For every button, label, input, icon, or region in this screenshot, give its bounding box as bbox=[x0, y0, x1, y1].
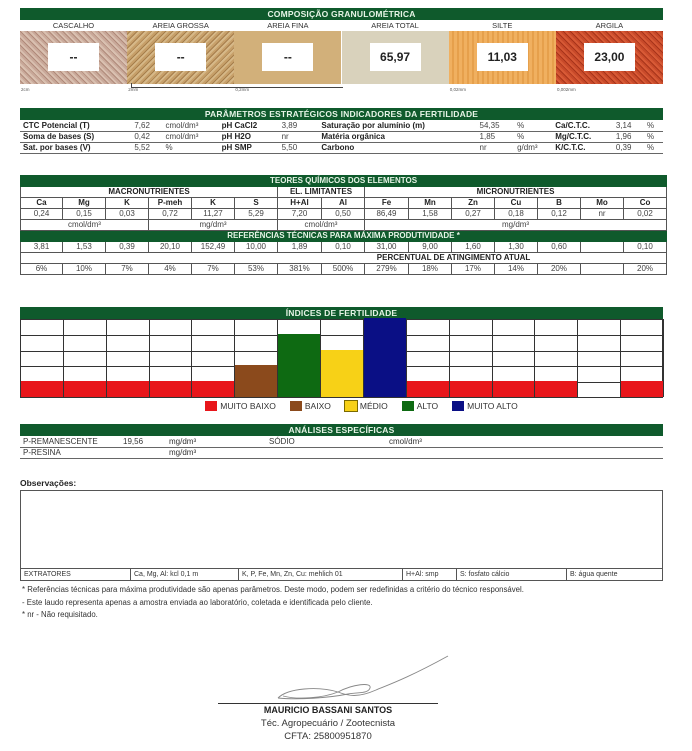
chart-bar bbox=[64, 381, 106, 397]
chart-column-s bbox=[235, 319, 278, 397]
grid-cell bbox=[107, 351, 149, 367]
footnotes bbox=[22, 584, 682, 622]
scale-label: 0,02mm bbox=[449, 87, 467, 92]
grid-cell bbox=[493, 351, 535, 367]
parameter-label: pH SMP bbox=[219, 142, 279, 153]
legend-swatch bbox=[402, 401, 414, 411]
extractor-cell: EXTRATORES bbox=[21, 569, 131, 580]
percentage-value: 7% bbox=[192, 264, 235, 275]
legend-item bbox=[345, 401, 388, 411]
grid-cell bbox=[535, 319, 577, 335]
grid-cell bbox=[150, 335, 192, 351]
unit-cell: mg/dm³ bbox=[149, 220, 278, 231]
grid-cell bbox=[107, 366, 149, 382]
grid-cell bbox=[150, 351, 192, 367]
percentage-value: 14% bbox=[495, 264, 538, 275]
parameter-value: 3,89 bbox=[279, 120, 310, 131]
grid-cell bbox=[21, 351, 63, 367]
chart-legend bbox=[20, 401, 663, 411]
observations-section bbox=[20, 478, 663, 581]
element-value: nr bbox=[581, 209, 624, 220]
grid-cell bbox=[621, 319, 663, 335]
analysis-label: P-REMANESCENTE bbox=[20, 436, 120, 447]
element-header: Ca bbox=[21, 198, 63, 209]
sample-cascalho bbox=[20, 21, 127, 92]
grid-cell bbox=[578, 319, 620, 335]
element-header: Fe bbox=[365, 198, 409, 209]
elements-header-row bbox=[21, 198, 667, 209]
chart-column-al bbox=[321, 319, 364, 397]
percentage-value: 4% bbox=[149, 264, 192, 275]
parameter-label: pH CaCl2 bbox=[219, 120, 279, 131]
parameter-value: 7,62 bbox=[131, 120, 162, 131]
parameter-label: Mg/C.T.C. bbox=[552, 131, 613, 142]
soil-texture-image bbox=[342, 31, 449, 84]
grid-cell bbox=[192, 335, 234, 351]
chart-bar bbox=[150, 381, 192, 397]
sample-silte bbox=[449, 21, 556, 92]
grid-cell bbox=[192, 351, 234, 367]
element-header: Co bbox=[624, 198, 667, 209]
grid-cell bbox=[64, 366, 106, 382]
chart-column-pmeh bbox=[150, 319, 193, 397]
chart-bar bbox=[235, 365, 277, 397]
element-value: 0,27 bbox=[452, 209, 495, 220]
element-value: 7,20 bbox=[278, 209, 322, 220]
grid-cell bbox=[235, 319, 277, 335]
analysis-value: 19,56 bbox=[120, 436, 166, 447]
reference-value: 152,49 bbox=[192, 242, 235, 253]
grid-cell bbox=[235, 335, 277, 351]
references-row bbox=[21, 242, 667, 253]
parameter-unit: cmol/dm³ bbox=[162, 131, 218, 142]
fertility-index-chart bbox=[20, 307, 663, 411]
grid-cell bbox=[450, 366, 492, 382]
extractor-cell: S: fosfato cálcio bbox=[457, 569, 567, 580]
grid-cell bbox=[621, 366, 663, 382]
legend-swatch bbox=[452, 401, 464, 411]
chart-column-k bbox=[192, 319, 235, 397]
chart-bar bbox=[21, 381, 63, 397]
grid-cell bbox=[192, 319, 234, 335]
analysis-unit: mg/dm³ bbox=[166, 436, 266, 447]
reference-value: 10,00 bbox=[235, 242, 278, 253]
reference-value bbox=[581, 242, 624, 253]
parameter-unit bbox=[310, 120, 319, 131]
element-value: 0,03 bbox=[106, 209, 149, 220]
scale-label: 2mm bbox=[128, 87, 139, 92]
soil-texture-image bbox=[556, 31, 663, 92]
parameter-label: Saturação por alumínio (m) bbox=[318, 120, 476, 131]
grid-cell bbox=[278, 319, 320, 335]
element-header: P-meh bbox=[149, 198, 192, 209]
analysis-value bbox=[120, 447, 166, 458]
reference-value: 31,00 bbox=[365, 242, 409, 253]
grid-cell bbox=[450, 319, 492, 335]
grid-cell bbox=[21, 319, 63, 335]
parameter-value: 3,14 bbox=[613, 120, 644, 131]
analysis-unit: mg/dm³ bbox=[166, 447, 266, 458]
legend-swatch bbox=[290, 401, 302, 411]
signer-registration: CFTA: 25800951870 bbox=[284, 731, 372, 742]
parameter-value: 1,96 bbox=[613, 131, 644, 142]
element-header: H+Al bbox=[278, 198, 322, 209]
parameters-section bbox=[20, 108, 663, 154]
grid-cell bbox=[321, 319, 363, 335]
chart-bar bbox=[450, 381, 492, 397]
grid-cell bbox=[321, 335, 363, 351]
sample-label: AREIA FINA bbox=[267, 21, 309, 30]
element-value: 0,72 bbox=[149, 209, 192, 220]
soil-texture-image bbox=[127, 31, 234, 92]
reference-value: 0,60 bbox=[538, 242, 581, 253]
grid-cell bbox=[578, 335, 620, 351]
chemical-content-table bbox=[20, 175, 667, 275]
element-header: K bbox=[106, 198, 149, 209]
reference-value: 1,60 bbox=[452, 242, 495, 253]
grid-cell bbox=[21, 366, 63, 382]
element-value: 5,29 bbox=[235, 209, 278, 220]
unit-cell: mg/dm³ bbox=[365, 220, 667, 231]
percentage-value: 6% bbox=[21, 264, 63, 275]
chart-column-cu bbox=[493, 319, 536, 397]
grid-cell bbox=[578, 351, 620, 367]
grid-cell bbox=[621, 351, 663, 367]
sample-value: -- bbox=[262, 43, 313, 71]
reference-value: 0,39 bbox=[106, 242, 149, 253]
parameter-unit: % bbox=[162, 142, 218, 153]
sample-label: AREIA TOTAL bbox=[371, 21, 419, 30]
analysis-label: SÓDIO bbox=[266, 436, 366, 447]
chart-bar bbox=[321, 350, 363, 397]
grid-cell bbox=[407, 319, 449, 335]
specific-analyses-table bbox=[20, 436, 663, 459]
reference-value: 1,89 bbox=[278, 242, 322, 253]
chart-bar bbox=[192, 381, 234, 397]
percentages-row bbox=[21, 264, 667, 275]
sample-argila bbox=[556, 21, 663, 92]
grid-cell bbox=[621, 335, 663, 351]
parameter-unit: % bbox=[644, 120, 663, 131]
parameter-unit bbox=[310, 131, 319, 142]
element-header: B bbox=[538, 198, 581, 209]
group-macronutrients: MACRONUTRIENTES bbox=[21, 187, 278, 198]
legend-label: MUITO ALTO bbox=[467, 401, 518, 411]
soil-texture-image bbox=[234, 31, 341, 92]
parameter-unit: % bbox=[644, 142, 663, 153]
scale-label: 0,2mm bbox=[235, 87, 250, 92]
parameter-value: 0,39 bbox=[613, 142, 644, 153]
chart-column-k bbox=[107, 319, 150, 397]
analysis-row bbox=[20, 436, 663, 447]
granulometry-title: COMPOSIÇÃO GRANULOMÉTRICA bbox=[20, 8, 663, 20]
parameter-label: K/C.T.C. bbox=[552, 142, 613, 153]
percentage-value: 381% bbox=[278, 264, 322, 275]
observations-title: Observações: bbox=[20, 478, 77, 488]
grid-cell bbox=[64, 319, 106, 335]
extractor-cell: K, P, Fe, Mn, Zn, Cu: mehlich 01 bbox=[239, 569, 403, 580]
scale-label: 2cm bbox=[21, 87, 30, 92]
chart-column-co bbox=[621, 319, 664, 397]
signature-line bbox=[218, 703, 438, 704]
legend-swatch bbox=[205, 401, 217, 411]
sample-areia-fina bbox=[234, 21, 341, 92]
element-value: 0,02 bbox=[624, 209, 667, 220]
parameter-value: nr bbox=[279, 131, 310, 142]
signer-name: MAURICIO BASSANI SANTOS bbox=[263, 705, 393, 715]
extractor-cell: H+Al: smp bbox=[403, 569, 457, 580]
observations-box bbox=[20, 490, 663, 569]
element-value: 86,49 bbox=[365, 209, 409, 220]
footnote: * Referências técnicas para máxima produtividade são apenas parâmetros. Deste modo, podem ser redefinidas a critério do técnico responsável. bbox=[22, 585, 524, 594]
element-value: 11,27 bbox=[192, 209, 235, 220]
footnote: * nr - Não requisitado. bbox=[22, 610, 98, 619]
parameter-value: 0,42 bbox=[131, 131, 162, 142]
percentage-value: 18% bbox=[409, 264, 452, 275]
chart-column-ca bbox=[21, 319, 64, 397]
element-header: Cu bbox=[495, 198, 538, 209]
chart-bar bbox=[407, 381, 449, 397]
units-row bbox=[21, 220, 667, 231]
grid-cell bbox=[107, 319, 149, 335]
scale-bracket bbox=[131, 83, 343, 88]
reference-value: 1,53 bbox=[63, 242, 106, 253]
parameter-unit: % bbox=[514, 120, 552, 131]
group-limitantes: EL. LIMITANTES bbox=[278, 187, 365, 198]
grid-cell bbox=[64, 335, 106, 351]
sample-label: ARGILA bbox=[595, 21, 624, 30]
grid-cell bbox=[450, 351, 492, 367]
element-header: Al bbox=[322, 198, 365, 209]
values-row bbox=[21, 209, 667, 220]
parameter-value: 1,85 bbox=[477, 131, 515, 142]
element-header: Mn bbox=[409, 198, 452, 209]
percentage-value: 279% bbox=[365, 264, 409, 275]
percentage-value: 7% bbox=[106, 264, 149, 275]
parameter-unit: g/dm³ bbox=[514, 142, 552, 153]
grid-cell bbox=[535, 351, 577, 367]
chart-bar bbox=[278, 334, 320, 397]
element-header: Mo bbox=[581, 198, 624, 209]
percentage-value: 500% bbox=[322, 264, 365, 275]
chart-column-fe bbox=[364, 319, 407, 397]
sample-label: SILTE bbox=[492, 21, 513, 30]
percentage-value bbox=[581, 264, 624, 275]
parameter-label: Soma de bases (S) bbox=[20, 131, 131, 142]
parameters-table bbox=[20, 120, 663, 154]
parameter-label: Sat. por bases (V) bbox=[20, 142, 131, 153]
chart-bar bbox=[493, 381, 535, 397]
parameters-title: PARÂMETROS ESTRATÉGICOS INDICADORES DA FERTILIDADE bbox=[20, 108, 663, 120]
legend-item bbox=[205, 401, 276, 411]
element-value: 0,24 bbox=[21, 209, 63, 220]
percentage-title: PERCENTUAL DE ATINGIMENTO ATUAL bbox=[21, 253, 667, 264]
sample-value: -- bbox=[48, 43, 99, 71]
percentage-value: 17% bbox=[452, 264, 495, 275]
chart-column-zn bbox=[450, 319, 493, 397]
element-value: 0,50 bbox=[322, 209, 365, 220]
legend-label: ALTO bbox=[416, 401, 439, 411]
grid-cell bbox=[21, 335, 63, 351]
chart-column-mo bbox=[578, 319, 621, 397]
element-value: 0,18 bbox=[495, 209, 538, 220]
parameter-unit: % bbox=[644, 131, 663, 142]
unit-cell: cmol/dm³ bbox=[278, 220, 365, 231]
chart-title: ÍNDICES DE FERTILIDADE bbox=[20, 307, 663, 319]
extractor-cell: Ca, Mg, Al: kcl 0,1 m bbox=[131, 569, 239, 580]
grid-cell bbox=[150, 366, 192, 382]
grid-cell bbox=[493, 335, 535, 351]
parameter-row bbox=[20, 142, 663, 153]
grid-cell bbox=[535, 335, 577, 351]
element-value: 1,58 bbox=[409, 209, 452, 220]
soil-texture-image bbox=[20, 31, 127, 92]
percentage-value: 53% bbox=[235, 264, 278, 275]
grid-cell bbox=[578, 382, 620, 398]
grid-cell bbox=[107, 335, 149, 351]
legend-label: BAIXO bbox=[304, 401, 331, 411]
sample-label: AREIA GROSSA bbox=[152, 21, 209, 30]
sample-areia-grossa bbox=[127, 21, 234, 92]
percentage-value: 10% bbox=[63, 264, 106, 275]
chart-column-mg bbox=[64, 319, 107, 397]
parameter-value: 5,52 bbox=[131, 142, 162, 153]
analysis-unit: cmol/dm³ bbox=[386, 436, 663, 447]
grid-cell bbox=[493, 319, 535, 335]
percentage-value: 20% bbox=[624, 264, 667, 275]
reference-value: 3,81 bbox=[21, 242, 63, 253]
signature-scribble-icon bbox=[258, 648, 458, 708]
parameter-label: Ca/C.T.C. bbox=[552, 120, 613, 131]
parameter-value: 5,50 bbox=[279, 142, 310, 153]
reference-value: 0,10 bbox=[322, 242, 365, 253]
parameter-value: 54,35 bbox=[477, 120, 515, 131]
element-value: 0,15 bbox=[63, 209, 106, 220]
sample-value: 65,97 bbox=[370, 43, 421, 71]
chart-column-mn bbox=[407, 319, 450, 397]
specific-analyses-section bbox=[20, 424, 663, 459]
chart-bar bbox=[621, 381, 663, 397]
parameter-label: Carbono bbox=[318, 142, 476, 153]
sample-value: -- bbox=[155, 43, 206, 71]
parameter-label: Matéria orgânica bbox=[318, 131, 476, 142]
signer-role: Téc. Agropecuário / Zootecnista bbox=[260, 718, 396, 729]
chart-column-hal bbox=[278, 319, 321, 397]
chart-bar bbox=[107, 381, 149, 397]
chart-bar bbox=[364, 318, 406, 397]
legend-item bbox=[402, 401, 438, 411]
grid-cell bbox=[192, 366, 234, 382]
grid-cell bbox=[578, 366, 620, 382]
legend-label: MÉDIO bbox=[359, 401, 388, 411]
chemical-content-section bbox=[20, 175, 663, 275]
sample-value: 11,03 bbox=[477, 43, 528, 71]
parameter-row bbox=[20, 120, 663, 131]
element-value: 0,12 bbox=[538, 209, 581, 220]
grid-cell bbox=[407, 351, 449, 367]
footnote: - Este laudo representa apenas a amostra enviada ao laboratório, coletada e identificada pelo cliente. bbox=[22, 597, 373, 607]
extractors-table bbox=[20, 569, 663, 581]
parameter-row bbox=[20, 131, 663, 142]
reference-value: 0,10 bbox=[624, 242, 667, 253]
sample-areia-total bbox=[342, 21, 449, 84]
references-title: REFERÊNCIAS TÉCNICAS PARA MÁXIMA PRODUTIVIDADE * bbox=[21, 231, 667, 242]
reference-value: 20,10 bbox=[149, 242, 192, 253]
element-header: Zn bbox=[452, 198, 495, 209]
group-micronutrients: MICRONUTRIENTES bbox=[365, 187, 667, 198]
parameter-label: pH H2O bbox=[219, 131, 279, 142]
chart-plot-area bbox=[20, 319, 663, 398]
legend-item bbox=[290, 401, 331, 411]
parameter-unit bbox=[310, 142, 319, 153]
parameter-unit: cmol/dm³ bbox=[162, 120, 218, 131]
grid-cell bbox=[150, 319, 192, 335]
parameter-label: CTC Potencial (T) bbox=[20, 120, 131, 131]
parameter-unit: % bbox=[514, 131, 552, 142]
grid-cell bbox=[235, 351, 277, 367]
chart-column-b bbox=[535, 319, 578, 397]
chart-bar bbox=[535, 381, 577, 397]
specific-analyses-title: ANÁLISES ESPECÍFICAS bbox=[20, 424, 663, 436]
element-header: K bbox=[192, 198, 235, 209]
legend-label: MUITO BAIXO bbox=[220, 401, 276, 411]
scale-label: 0,002mm bbox=[556, 87, 576, 92]
analysis-row bbox=[20, 447, 663, 458]
grid-cell bbox=[407, 335, 449, 351]
parameter-value: nr bbox=[477, 142, 515, 153]
grid-cell bbox=[535, 366, 577, 382]
chemical-content-title: TEORES QUÍMICOS DOS ELEMENTOS bbox=[21, 176, 667, 187]
analysis-label: P-RESINA bbox=[20, 447, 120, 458]
legend-swatch bbox=[345, 401, 357, 411]
granulometry-section bbox=[20, 8, 663, 92]
grid-cell bbox=[450, 335, 492, 351]
analysis-value bbox=[366, 436, 386, 447]
soil-texture-image bbox=[449, 31, 556, 92]
unit-cell: cmol/dm³ bbox=[21, 220, 149, 231]
element-header: S bbox=[235, 198, 278, 209]
percentage-value: 20% bbox=[538, 264, 581, 275]
extractor-cell: B: água quente bbox=[567, 569, 663, 580]
reference-value: 1,30 bbox=[495, 242, 538, 253]
element-header: Mg bbox=[63, 198, 106, 209]
grid-cell bbox=[64, 351, 106, 367]
legend-item bbox=[452, 401, 518, 411]
sample-label: CASCALHO bbox=[52, 21, 95, 30]
grid-cell bbox=[407, 366, 449, 382]
reference-value: 9,00 bbox=[409, 242, 452, 253]
grid-cell bbox=[493, 366, 535, 382]
sample-value: 23,00 bbox=[584, 43, 635, 71]
